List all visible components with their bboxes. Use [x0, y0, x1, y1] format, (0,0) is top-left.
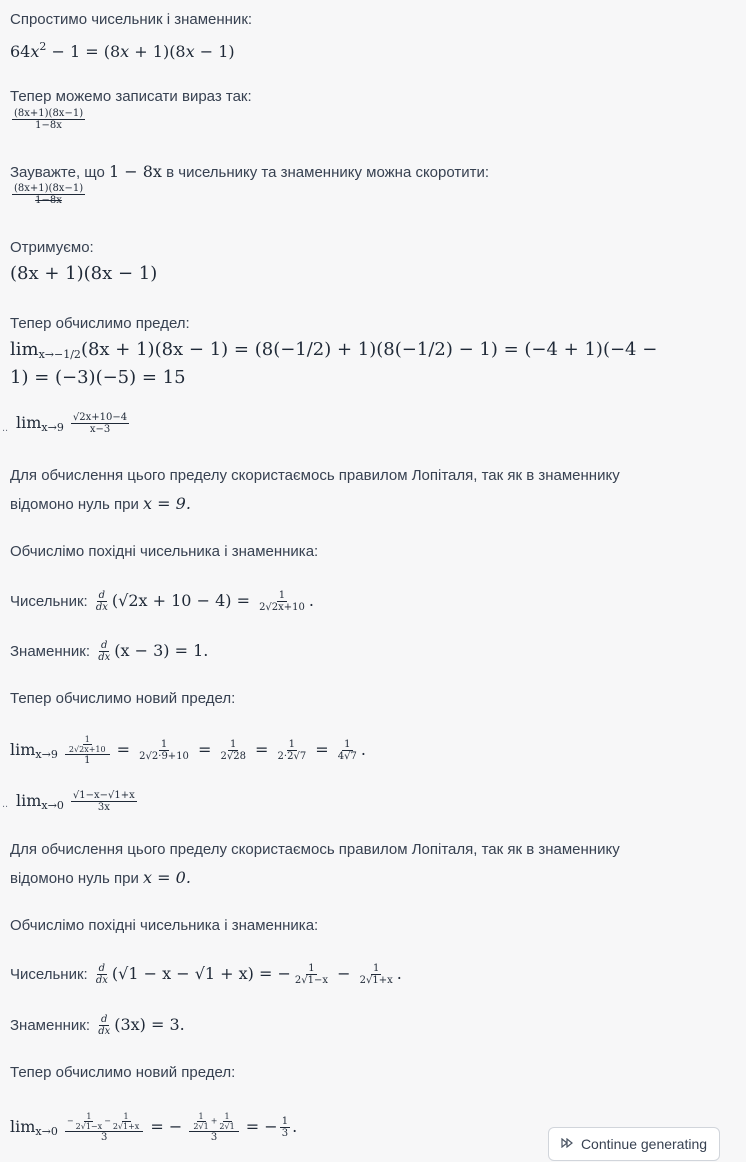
lhopital-note-line1: Для обчислення цього пределу скористаємось правилом Лопіталя, так як в знаменнику	[10, 841, 620, 858]
numerator-derivative: Чисельник: $\frac{d}{dx}$ (√2x + 10 − 4) = $\frac{1}{2√2x+10}$ .	[10, 590, 314, 613]
limit-evaluation-line2: 1) = (−3)(−5) = 15	[10, 367, 186, 388]
continue-generating-label: Continue generating	[580, 1136, 708, 1152]
lhopital-note-line1: Для обчислення цього пределу скористаємось правилом Лопіталя, так як в знаменнику	[10, 467, 620, 484]
step-rewrite-text: Тепер можемо записати вираз так:	[10, 88, 252, 105]
step-simplify-text: Спростимо чисельник і знаменник:	[10, 11, 253, 28]
fast-forward-icon	[561, 1138, 573, 1151]
problem-3-header: $\lim_{x\to 0}$ $\frac{√1-x-√1+x}{3x}$	[16, 790, 135, 813]
new-limit-text: Тепер обчислимо новий предел:	[10, 690, 236, 707]
derivatives-text: Обчислімо похідні чисельника і знаменника:	[10, 917, 319, 934]
continue-generating-button[interactable]	[548, 1127, 720, 1161]
problem-2-header: $\lim_{x\to 9}$ $\frac{√2x+10-4}{x-3}$	[16, 412, 128, 435]
step-cancel-fraction: $\frac{(8x+1)(8x-1)}{1-8x}$	[14, 183, 84, 206]
step-rewrite-fraction: $\frac{(8x+1)(8x-1)}{1-8x}$	[14, 108, 84, 131]
new-limit-evaluation: $\lim_{x\to 9}$ $\frac{\frac{1}{2√2x+10}}{1}$ = $\frac{1}{2√2\cdot 9+10}$ = $\frac{1}{2√28}$ = $\frac{1}{2\cdot 2√7}$ = $\frac{1}{4√7}$ .	[10, 735, 366, 766]
new-limit-text: Тепер обчислимо новий предел:	[10, 1064, 236, 1081]
derivatives-text: Обчислімо похідні чисельника і знаменника:	[10, 543, 319, 560]
denominator-derivative: Знаменник: $\frac{d}{dx}$ (3x) = 3.	[10, 1014, 185, 1037]
new-limit-evaluation: $\lim_{x\to 0}$ − $\frac{1}{2√1-x}$ − $\frac{1}{2√1+x}$ 3 = − $\frac{1}{2√1}$ + $\frac{1}{2√1}$ 3 = − $\frac{1}{3}$ .	[10, 1112, 298, 1143]
lhopital-note-line2: відомоно нуль при x = 9.	[10, 494, 191, 513]
step-simplify-math: $64x^2 - 1 = (8x + 1)(8x - 1)$	[10, 40, 235, 61]
denominator-derivative: Знаменник: $\frac{d}{dx}$ (x − 3) = 1.	[10, 640, 209, 663]
lhopital-note-line2: відомоно нуль при x = 0.	[10, 868, 191, 887]
step-cancel-text: Зауважте, що 1 − 8x в чисельнику та знаменнику можна скоротити:	[10, 162, 490, 181]
list-marker: ..	[2, 798, 9, 810]
list-marker: ..	[2, 422, 9, 434]
limit-evaluation-line1: $\lim_{x\to-1/2}(8x + 1)(8x - 1) = (8(-1/2) + 1)(8(-1/2) - 1) = (-4 + 1)(-4$ −	[10, 339, 658, 361]
step-result-text: Отримуємо:	[10, 239, 94, 256]
step-limit-text: Тепер обчислимо предел:	[10, 315, 190, 332]
numerator-derivative: Чисельник: $\frac{d}{dx}$ (√1 − x − √1 + x) = − $\frac{1}{2√1-x}$ − $\frac{1}{2√1+x}$ .	[10, 963, 402, 986]
step-result-math: (8x + 1)(8x − 1)	[10, 263, 158, 284]
